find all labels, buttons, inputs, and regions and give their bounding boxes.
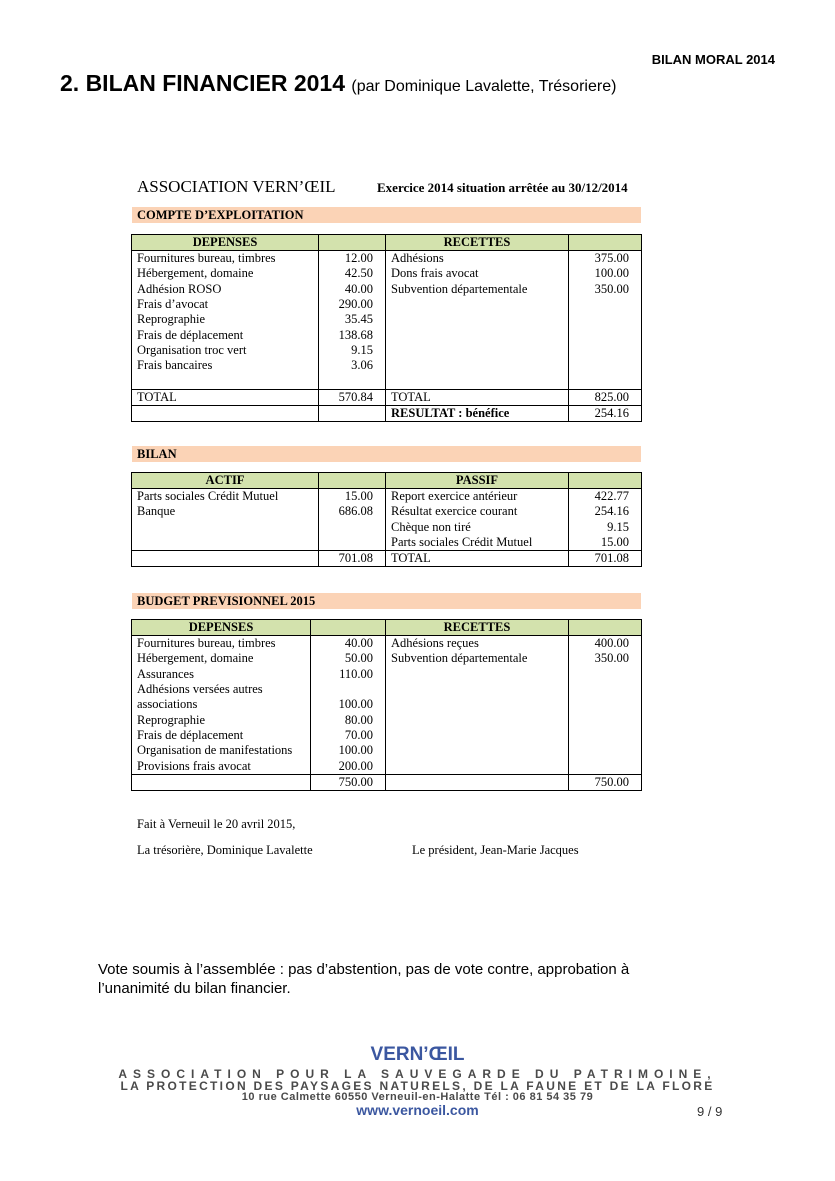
footer-tagline-1: ASSOCIATION POUR LA SAUVEGARDE DU PATRIMOINE, bbox=[118, 1067, 717, 1081]
total-depenses: 570.84 bbox=[319, 389, 386, 405]
table-row bbox=[132, 297, 642, 312]
row-label-right: Report exercice antérieur bbox=[386, 489, 569, 505]
page-number: 9 / 9 bbox=[697, 1104, 723, 1119]
row-value-right bbox=[569, 697, 642, 712]
row-value-right: 350.00 bbox=[569, 651, 642, 666]
column-header-passif: PASSIF bbox=[386, 473, 569, 489]
row-label-left bbox=[132, 373, 319, 389]
row-label-right: Subvention départementale bbox=[386, 282, 569, 297]
row-value-left: 50.00 bbox=[311, 651, 386, 666]
row-value-left: 35.45 bbox=[319, 312, 386, 327]
row-label-right: Adhésions reçues bbox=[386, 636, 569, 652]
table-row bbox=[132, 312, 642, 327]
column-header-blank bbox=[569, 235, 642, 251]
row-label-left: associations bbox=[132, 697, 311, 712]
row-label-right bbox=[386, 743, 569, 758]
row-label-left: Frais de déplacement bbox=[132, 327, 319, 342]
row-value-right: 100.00 bbox=[569, 266, 642, 281]
row-label-left: Reprographie bbox=[132, 312, 319, 327]
row-label-right bbox=[386, 327, 569, 342]
row-label-right: Chèque non tiré bbox=[386, 520, 569, 535]
exploitation-table bbox=[131, 234, 642, 422]
row-label-left: Adhésion ROSO bbox=[132, 282, 319, 297]
row-value-left: 110.00 bbox=[311, 667, 386, 682]
row-value-right bbox=[569, 758, 642, 774]
column-header-blank bbox=[569, 620, 642, 636]
row-value-right: 375.00 bbox=[569, 251, 642, 267]
row-label-left: Fournitures bureau, timbres bbox=[132, 251, 319, 267]
row-value-left bbox=[319, 520, 386, 535]
row-label-right bbox=[386, 728, 569, 743]
column-header-blank bbox=[319, 473, 386, 489]
row-label-right bbox=[386, 758, 569, 774]
row-value-left: 138.68 bbox=[319, 327, 386, 342]
result-value: 254.16 bbox=[569, 405, 642, 421]
column-header-blank bbox=[311, 620, 386, 636]
total-label: TOTAL bbox=[132, 389, 319, 405]
table-row bbox=[132, 504, 642, 519]
row-value-right: 350.00 bbox=[569, 282, 642, 297]
table-row bbox=[132, 373, 642, 389]
table-row bbox=[132, 327, 642, 342]
row-label-right bbox=[386, 343, 569, 358]
row-value-right: 9.15 bbox=[569, 520, 642, 535]
column-header-blank bbox=[569, 473, 642, 489]
row-label-left: Adhésions versées autres bbox=[132, 682, 311, 697]
empty-cell bbox=[319, 405, 386, 421]
row-value-left: 12.00 bbox=[319, 251, 386, 267]
exercise-period: Exercice 2014 situation arrêtée au 30/12/2014 bbox=[377, 180, 628, 195]
row-value-right bbox=[569, 712, 642, 727]
row-value-left: 686.08 bbox=[319, 504, 386, 519]
column-header-actif: ACTIF bbox=[132, 473, 319, 489]
row-value-right: 15.00 bbox=[569, 535, 642, 551]
row-label-right: Dons frais avocat bbox=[386, 266, 569, 281]
row-label-right bbox=[386, 697, 569, 712]
total-recettes: 750.00 bbox=[569, 774, 642, 790]
table-row bbox=[132, 728, 642, 743]
row-label-right: Parts sociales Crédit Mutuel bbox=[386, 535, 569, 551]
row-value-left: 40.00 bbox=[319, 282, 386, 297]
table-row bbox=[132, 343, 642, 358]
empty-cell bbox=[132, 551, 319, 567]
row-value-right: 400.00 bbox=[569, 636, 642, 652]
row-value-left: 100.00 bbox=[311, 743, 386, 758]
row-label-left: Frais d’avocat bbox=[132, 297, 319, 312]
row-value-right: 422.77 bbox=[569, 489, 642, 505]
row-value-left bbox=[319, 373, 386, 389]
table-row bbox=[132, 520, 642, 535]
row-value-right bbox=[569, 728, 642, 743]
empty-cell bbox=[132, 405, 319, 421]
table-row bbox=[132, 651, 642, 666]
row-value-right bbox=[569, 312, 642, 327]
page-title-author: (par Dominique Lavalette, Trésoriere) bbox=[351, 78, 617, 95]
row-label-left bbox=[132, 535, 319, 551]
row-value-right bbox=[569, 297, 642, 312]
row-value-left bbox=[319, 535, 386, 551]
total-label: TOTAL bbox=[386, 389, 569, 405]
table-row bbox=[132, 712, 642, 727]
row-value-right bbox=[569, 358, 642, 373]
page-title-main: 2. BILAN FINANCIER 2014 bbox=[60, 70, 346, 96]
row-label-right bbox=[386, 358, 569, 373]
row-value-left: 70.00 bbox=[311, 728, 386, 743]
table-row bbox=[132, 636, 642, 652]
column-header-blank bbox=[319, 235, 386, 251]
table-row bbox=[132, 489, 642, 505]
footer-website-link[interactable]: www.vernoeil.com bbox=[356, 1102, 479, 1118]
row-value-right bbox=[569, 373, 642, 389]
signature-president: Le président, Jean-Marie Jacques bbox=[412, 843, 579, 857]
row-label-right bbox=[386, 373, 569, 389]
result-label: RESULTAT : bénéfice bbox=[386, 405, 569, 421]
total-passif: 701.08 bbox=[569, 551, 642, 567]
row-value-left: 290.00 bbox=[319, 297, 386, 312]
row-label-left: Organisation de manifestations bbox=[132, 743, 311, 758]
section-title-bilan: BILAN bbox=[132, 446, 641, 462]
row-label-right: Subvention départementale bbox=[386, 651, 569, 666]
table-row bbox=[132, 358, 642, 373]
column-header-depenses: DEPENSES bbox=[132, 235, 319, 251]
row-label-right bbox=[386, 682, 569, 697]
row-value-left: 9.15 bbox=[319, 343, 386, 358]
table-row bbox=[132, 667, 642, 682]
row-value-right bbox=[569, 667, 642, 682]
row-label-left: Assurances bbox=[132, 667, 311, 682]
table-row bbox=[132, 266, 642, 281]
empty-cell bbox=[132, 774, 311, 790]
signature-date: Fait à Verneuil le 20 avril 2015, bbox=[137, 817, 296, 831]
row-label-left: Hébergement, domaine bbox=[132, 266, 319, 281]
row-label-left: Provisions frais avocat bbox=[132, 758, 311, 774]
total-depenses: 750.00 bbox=[311, 774, 386, 790]
table-row bbox=[132, 682, 642, 697]
document-header-label: BILAN MORAL 2014 bbox=[651, 52, 775, 67]
association-name: ASSOCIATION VERN’ŒIL bbox=[137, 177, 336, 196]
row-label-left: Hébergement, domaine bbox=[132, 651, 311, 666]
row-label-left: Fournitures bureau, timbres bbox=[132, 636, 311, 652]
footer-tagline-2: LA PROTECTION DES PAYSAGES NATURELS, DE LA FAUNE ET DE LA FLORE bbox=[120, 1079, 715, 1093]
row-label-left bbox=[132, 520, 319, 535]
table-row bbox=[132, 758, 642, 774]
row-value-left: 100.00 bbox=[311, 697, 386, 712]
row-value-left: 42.50 bbox=[319, 266, 386, 281]
row-label-right: Adhésions bbox=[386, 251, 569, 267]
row-label-right bbox=[386, 712, 569, 727]
row-label-left: Banque bbox=[132, 504, 319, 519]
table-row bbox=[132, 743, 642, 758]
row-label-left: Frais bancaires bbox=[132, 358, 319, 373]
budget-table bbox=[131, 619, 642, 791]
row-label-right bbox=[386, 312, 569, 327]
column-header-depenses: DEPENSES bbox=[132, 620, 311, 636]
row-value-left: 40.00 bbox=[311, 636, 386, 652]
row-value-right bbox=[569, 682, 642, 697]
vote-statement: Vote soumis à l’assemblée : pas d’abstention, pas de vote contre, approbation à l’unanimité du bilan financier. bbox=[98, 961, 630, 997]
row-value-left: 3.06 bbox=[319, 358, 386, 373]
row-value-left bbox=[311, 682, 386, 697]
row-label-left: Organisation troc vert bbox=[132, 343, 319, 358]
row-value-right bbox=[569, 743, 642, 758]
table-row bbox=[132, 282, 642, 297]
row-label-left: Parts sociales Crédit Mutuel bbox=[132, 489, 319, 505]
footer-brand: VERN’ŒIL bbox=[370, 1044, 465, 1065]
section-title-budget: BUDGET PREVISIONNEL 2015 bbox=[132, 593, 641, 609]
row-value-left: 15.00 bbox=[319, 489, 386, 505]
row-label-left: Frais de déplacement bbox=[132, 728, 311, 743]
footer-address: 10 rue Calmette 60550 Verneuil-en-Halatte Tél : 06 81 54 35 79 bbox=[241, 1091, 594, 1103]
column-header-recettes: RECETTES bbox=[386, 620, 569, 636]
table-row bbox=[132, 535, 642, 551]
row-value-right bbox=[569, 343, 642, 358]
row-value-left: 200.00 bbox=[311, 758, 386, 774]
section-title-exploitation: COMPTE D’EXPLOITATION bbox=[132, 207, 641, 223]
table-row bbox=[132, 251, 642, 267]
total-label: TOTAL bbox=[386, 551, 569, 567]
row-label-left: Reprographie bbox=[132, 712, 311, 727]
row-label-right bbox=[386, 297, 569, 312]
signature-treasurer: La trésorière, Dominique Lavalette bbox=[137, 843, 313, 857]
table-row bbox=[132, 697, 642, 712]
column-header-recettes: RECETTES bbox=[386, 235, 569, 251]
empty-cell bbox=[386, 774, 569, 790]
page-title bbox=[60, 70, 616, 97]
row-value-right bbox=[569, 327, 642, 342]
total-recettes: 825.00 bbox=[569, 389, 642, 405]
bilan-table bbox=[131, 472, 642, 567]
row-value-right: 254.16 bbox=[569, 504, 642, 519]
row-label-right: Résultat exercice courant bbox=[386, 504, 569, 519]
row-label-right bbox=[386, 667, 569, 682]
total-actif: 701.08 bbox=[319, 551, 386, 567]
row-value-left: 80.00 bbox=[311, 712, 386, 727]
